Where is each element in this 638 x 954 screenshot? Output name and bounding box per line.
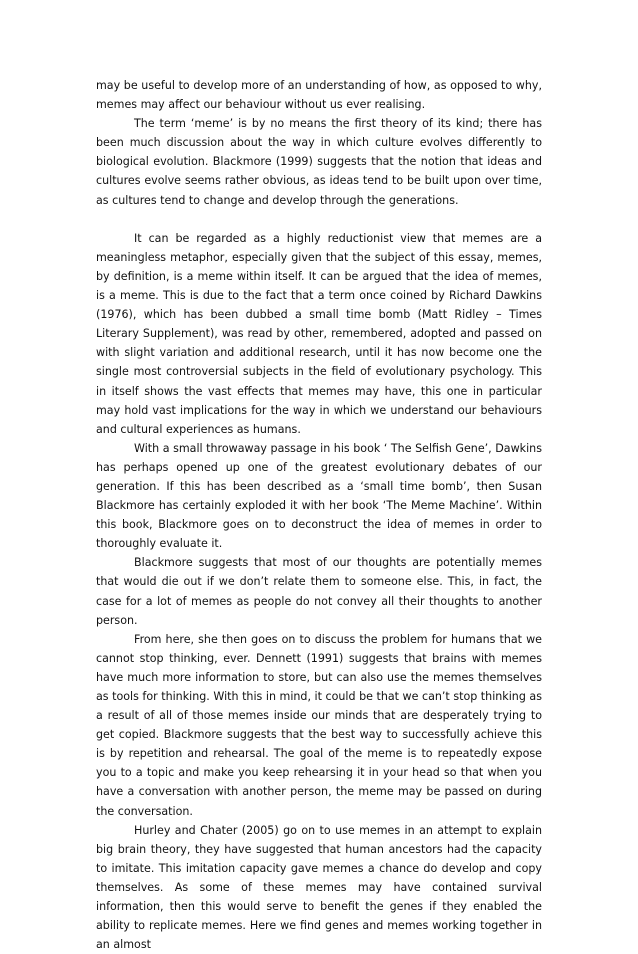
paragraph-5: Blackmore suggests that most of our thoughts are potentially memes that would die out if we don’t relate them to someone else. This, in fact, the case for a lot of memes as people do not convey all their thoughts to another person.	[96, 556, 542, 627]
paragraph-6: From here, she then goes on to discuss the problem for humans that we cannot stop thinking, ever. Dennett (1991) suggests that brains with memes have much more information to store, but can also use the memes themselves as tools for thinking. With this in mind, it could be that we can’t stop thinking as a result of all of those memes inside our minds that are desperately trying to get copied. Blackmore suggests that the best way to successfully achieve this is by repetition and rehearsal. The goal of the meme is to repeatedly expose you to a topic and make you keep rehearsing it in your head so that when you have a conversation with another person, the meme may be passed on during the conversation.	[96, 632, 542, 818]
document-page	[96, 76, 542, 954]
paragraph-7: Hurley and Chater (2005) go on to use memes in an attempt to explain big brain theory, they have suggested that human ancestors had the capacity to imitate. This imitation capacity gave memes a chance do develop and copy themselves. As some of these memes may have contained survival information, then this would serve to benefit the genes if they enabled the ability to replicate memes. Here we find genes and memes working together in an almost	[96, 823, 542, 952]
paragraph-4: With a small throwaway passage in his book ‘ The Selfish Gene’, Dawkins has perhaps opened up one of the greatest evolutionary debates of our generation. If this has been described as a ‘small time bomb’, then Susan Blackmore has certainly exploded it with her book ‘The Meme Machine’. Within this book, Blackmore goes on to deconstruct the idea of memes in order to thoroughly evaluate it.	[96, 441, 542, 551]
paragraph-2: The term ‘meme’ is by no means the first theory of its kind; there has been much discussion about the way in which culture evolves differently to biological evolution. Blackmore (1999) suggests that the notion that ideas and cultures evolve seems rather obvious, as ideas tend to be built upon over time, as cultures tend to change and develop through the generations.	[96, 117, 542, 207]
paragraph-1: may be useful to develop more of an understanding of how, as opposed to why, memes may affect our behaviour without us ever realising.	[96, 79, 542, 112]
paragraph-3: It can be regarded as a highly reductionist view that memes are a meaningless metaphor, especially given that the subject of this essay, memes, by definition, is a meme within itself. It can be argued that the idea of memes, is a meme. This is due to the fact that a term once coined by Richard Dawkins (1976), which has been dubbed a small time bomb (Matt Ridley – Times Literary Supplement), was read by other, remembered, adopted and passed on with slight variation and additional research, until it has now become one the single most controversial subjects in the field of evolutionary psychology. This in itself shows the vast effects that memes may have, this one in particular may hold vast implications for the way in which we understand our behaviours and cultural experiences as humans.	[96, 231, 542, 436]
paragraph-spacer	[96, 210, 542, 229]
